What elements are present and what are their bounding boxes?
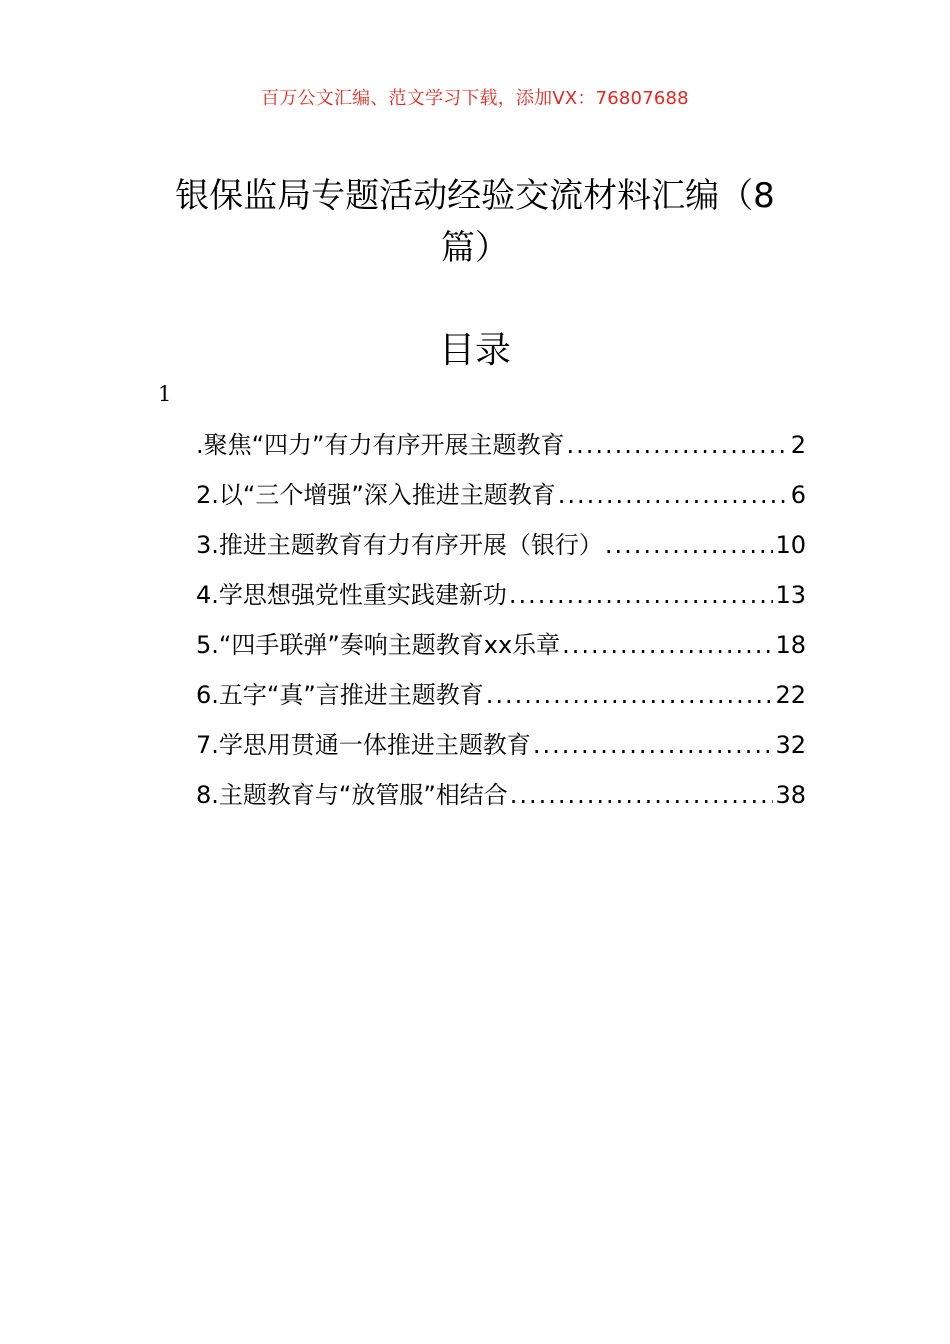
toc-entry[interactable] (196, 670, 806, 720)
toc-entry-title: 2.以“三个增强”深入推进主题教育 (196, 481, 556, 509)
toc-entry[interactable] (196, 470, 806, 520)
toc-page-number: 18 (775, 631, 806, 659)
toc-page-number: 38 (775, 781, 806, 809)
toc-page-number: 2 (790, 431, 806, 459)
toc-entry[interactable] (196, 520, 806, 570)
header-note: 百万公文汇编、范文学习下载，添加VX：76807688 (261, 88, 689, 109)
toc-entry-title: 8.主题教育与“放管服”相结合 (196, 781, 508, 809)
toc-dot-leader (567, 420, 789, 470)
toc-dot-leader (509, 570, 774, 620)
toc-entry[interactable] (196, 770, 806, 820)
document-title: 银保监局专题活动经验交流材料汇编（8篇） (175, 176, 775, 268)
toc-dot-leader (605, 520, 774, 570)
list-number-marker: 1 (158, 382, 172, 406)
toc-page-number: 10 (775, 531, 806, 559)
toc-entry-title: 7.学思用贯通一体推进主题教育 (196, 731, 531, 759)
toc-entry-title: 5.“四手联弹”奏响主题教育xx乐章 (196, 631, 561, 659)
toc-entry-title: .聚焦“四力”有力有序开展主题教育 (196, 431, 565, 459)
toc-dot-leader (562, 620, 773, 670)
toc-page-number: 32 (775, 731, 806, 759)
toc-heading: 目录 (438, 330, 511, 371)
toc-dot-leader (510, 770, 774, 820)
toc-dot-leader (558, 470, 789, 520)
toc-page-number: 13 (775, 581, 806, 609)
toc-dot-leader (486, 670, 774, 720)
table-of-contents (196, 420, 806, 820)
toc-page-number: 22 (775, 681, 806, 709)
toc-entry[interactable] (196, 720, 806, 770)
toc-dot-leader (533, 720, 774, 770)
toc-entry[interactable] (196, 620, 806, 670)
toc-entry[interactable] (196, 570, 806, 620)
toc-entry[interactable] (196, 420, 806, 470)
toc-entry-title: 3.推进主题教育有力有序开展（银行） (196, 531, 603, 559)
toc-page-number: 6 (790, 481, 806, 509)
toc-entry-title: 6.五字“真”言推进主题教育 (196, 681, 484, 709)
toc-entry-title: 4.学思想强党性重实践建新功 (196, 581, 507, 609)
